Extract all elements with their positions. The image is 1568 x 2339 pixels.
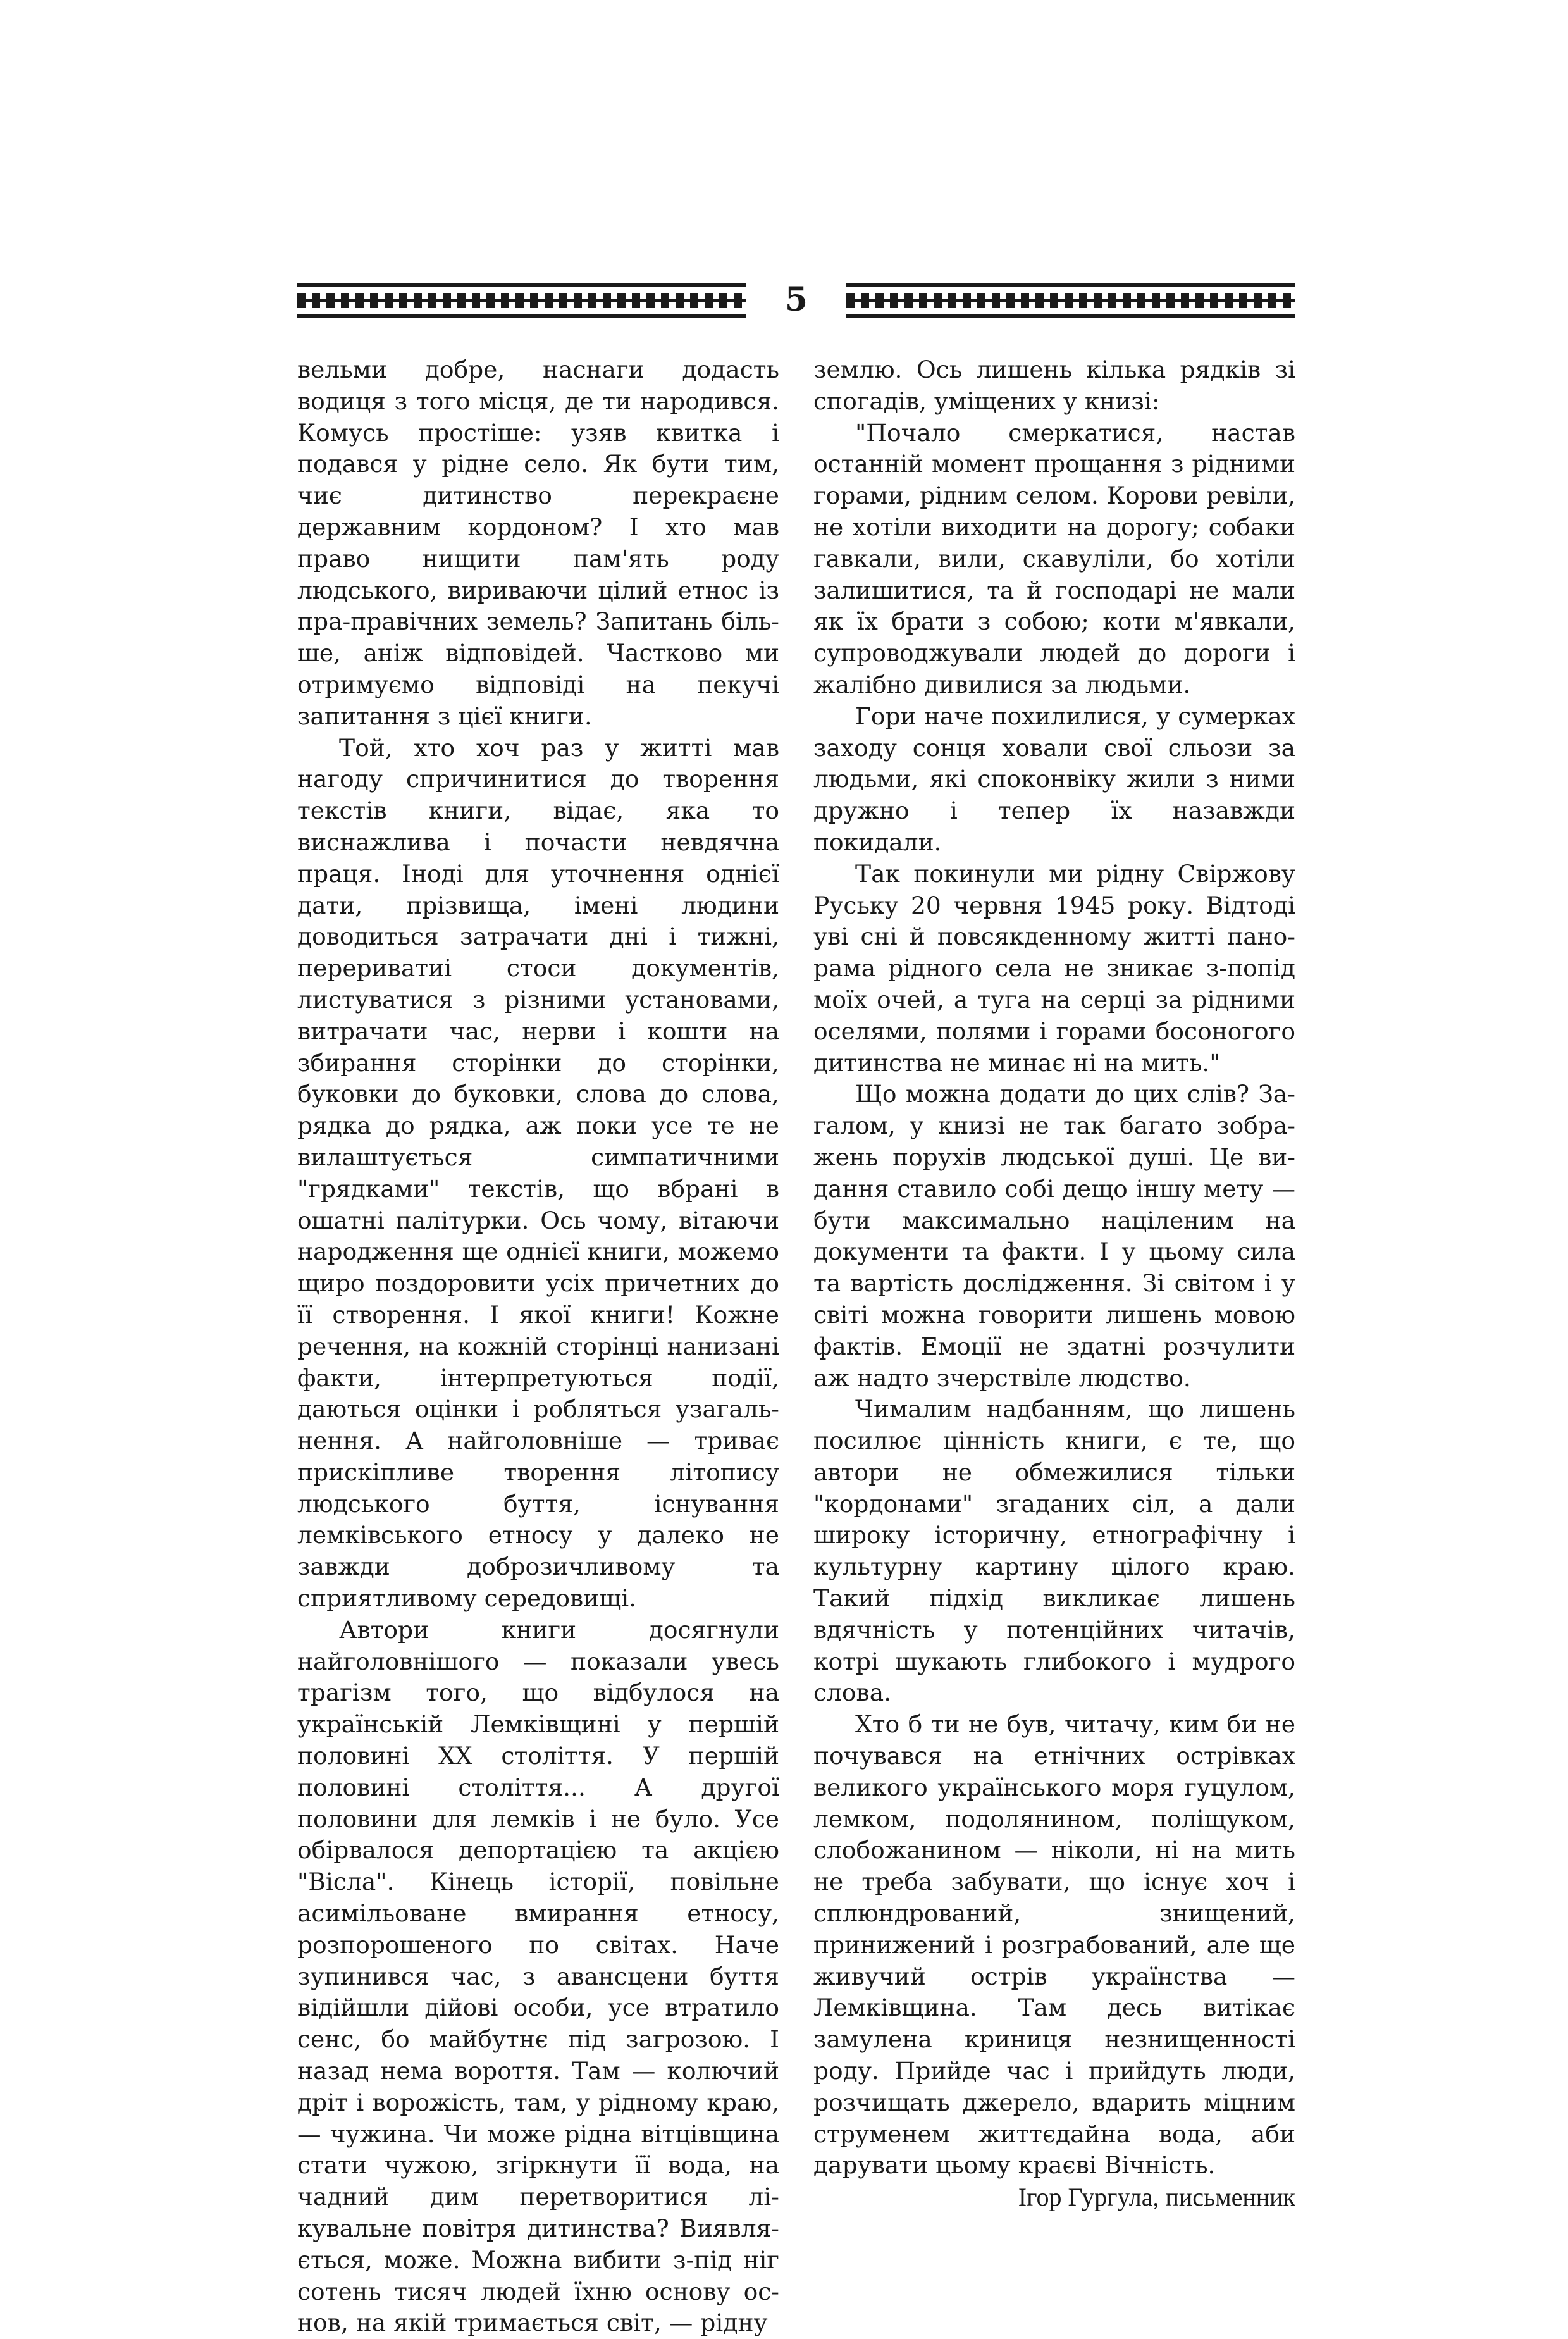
left-column	[297, 354, 779, 2339]
paragraph: Автори книги досягнули найголовнішого — показали увесь трагізм того, що відбулося на українській Лемківщині у першій половині XX століття. У першій половині століття... А другої половини для лемків і не було. Усе обірвалося депортацією та акцією "Вісла". Кінець історії, повільне асимільоване вмирання етносу, розпорошеного по світах. Наче зупинився час, з авансцени буття відійшли дійові особи, усе втратило сенс, бо майбутнє під загрозою. І назад нема вороття. Там — колючий дріт і ворожість, там, у рідному краю, — чужина. Чи може рідна вітцівщина стати чужою, згіркнути її вода, на чадний дим перетворитися лікувальне повітря дитинства? Виявляється, може. Можна вибити з-під ніг сотень тисяч людей їхню основу основ, на якій тримається світ, — рідну	[297, 1615, 779, 2337]
quote-paragraph: "Почало смеркатися, настав останній момент прощання з рідними горами, рідним селом. Корови ревіли, не хотіли виходити на дорогу; собаки гавкали, вили, скавуліли, бо хотіли залишитися, та й господарі не мали як їх брати з собою; коти м'явкали, супроводжували людей до дороги і жалібно дивилися за людьми.	[813, 418, 1295, 698]
paragraph: Той, хто хоч раз у житті мав нагоду спричинитися до творення текстів книги, відає, яка то виснажлива і почасти невдячна праця. Іноді для уточнення однієї дати, прізвища, імені людини доводиться затрачати дні і тижні, перериватиі стоси документів, листуватися з різними установами, витрачати час, нерви і кошти на збирання сторінки до сторінки, буковки до буковки, слова до слова, рядка до рядка, аж поки усе те не вилаштується симпатичними "грядками" текстів, що вбрані в ошатні палітурки. Ось чому, вітаючи народження ще однієї книги, можемо щиро поздоровити усіх причетних до її створення. І якої книги! Кожне речення, на кожній сторінці нанизані факти, інтерпретуються події, даються оцінки і робляться узагальнення. А найголовніше — триває прискіпливе творення літопису людського буття, існування лемківського етносу у далеко не завжди доброзичливому та сприятливому середовищі.	[297, 733, 779, 1613]
header-ornament-left	[297, 283, 746, 318]
paragraph: Хто б ти не був, читачу, ким би не почувався на етнічних острівках великого українського моря гуцулом, лемком, подолянином, поліщуком, слобожанином — ніколи, ні на мить не треба забувати, що існує хоч і сплюндрований, знищений, принижений і розграбований, але ще живучий острів українства — Лемківщина. Там десь витікає замулена криниця незнищенності роду. Прийде час і прийдуть люди, розчищать джерело, вдарить міцним струменем життєдайна вода, аби дарувати цьому краєві Вічність.	[813, 1710, 1295, 2180]
quote-paragraph: Гори наче похилилися, у сумерках заходу сонця ховали свої сльози за людьми, які споконвіку жили з ними дружно і тепер їх назавжди покидали.	[813, 702, 1295, 856]
paragraph: Чималим надбанням, що лишень посилює цінність книги, є те, що автори не обмежилися тільки "кордонами" згаданих сіл, а дали широку історичну, етнографічну і культурну картину цілого краю. Такий підхід викликає лишень вдячність у потенційних читачів, котрі шукають глибокого і мудрого слова.	[813, 1395, 1295, 1707]
paragraph: землю. Ось лишень кілька рядків зі спогадів, уміщених у книзі:	[813, 356, 1295, 415]
quote-paragraph: Так покинули ми рідну Свіржову Руську 20 червня 1945 року. Відтоді уві сні й повсякденному житті панорама рідного села не зникає з-попід моїх очей, а туга на серці за рідними оселями, полями і горами босоногого дитинства не минає ні на мить."	[813, 859, 1295, 1077]
author-signature: Ігор Гургула, письменник	[1018, 2183, 1295, 2212]
paragraph: Що можна додати до цих слів? Загалом, у книзі не так багато зображень порухів людської душі. Це видання ставило собі дещо іншу мету — бути максимально націленим на документи та факти. І у цьому сила та вартість дослідження. Зі світом і у світі можна говорити лишень мовою фактів. Емоції не здатні розчулити аж надто зчерствіле людство.	[813, 1080, 1295, 1392]
page-number: 5	[784, 280, 808, 319]
right-column	[813, 354, 1295, 2213]
header-ornament-right	[846, 283, 1295, 318]
page-header	[297, 280, 1295, 319]
paragraph: вельми добре, наснаги додасть водиця з того місця, де ти народився. Комусь простіше: узяв квитка і подався у рідне село. Як бути тим, чиє дитинство перекраєне державним кордоном? І хто мав право нищити пам'ять роду людського, вириваючи цілий етнос із пра-правічних земель? Запитань більше, аніж відповідей. Частково ми отримуємо відповіді на пекучі запитання з цієї книги.	[297, 356, 779, 730]
